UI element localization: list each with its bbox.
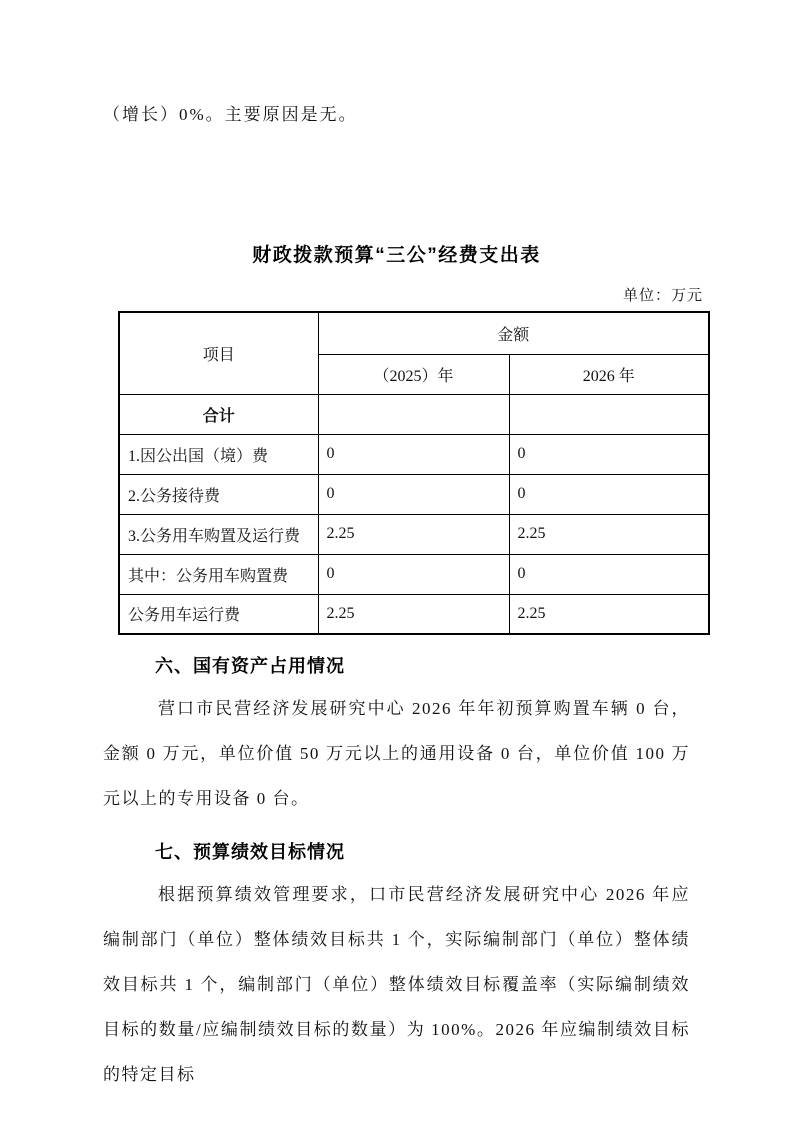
value-2026: 0 — [509, 474, 709, 514]
table-row-total — [119, 394, 709, 434]
row-label: 其中：公务用车购置费 — [119, 554, 318, 594]
value-2026: 2.25 — [509, 594, 709, 634]
three-public-expense-table — [118, 311, 710, 635]
row-label: 1.因公出国（境）费 — [119, 434, 318, 474]
table-title: 财政拨款预算“三公”经费支出表 — [252, 245, 541, 266]
value-2025: 2.25 — [318, 594, 509, 634]
column-header-year-2026: 2026 年 — [509, 354, 709, 394]
table-row-vehicle-total — [119, 514, 709, 554]
value-2025: 2.25 — [318, 514, 509, 554]
value-2025 — [318, 394, 509, 434]
section-paragraph-state-assets: 营口市民营经济发展研究中心 2026 年年初预算购置车辆 0 台，金额 0 万元，单位价值 50 万元以上的通用设备 0 台，单位价值 100 万元以上的专用设备 0 台。 — [103, 699, 690, 808]
section-paragraph-performance-targets: 根据预算绩效管理要求，口市民营经济发展研究中心 2026 年应编制部门（单位）整体绩效目标共 1 个，实际编制部门（单位）整体绩效目标共 1 个，编制部门（单位）整体绩效目标覆盖率（实际编制绩效目标的数量/应编制绩效目标的数量）为 100%。2026 年应编制绩效目标的特定目标 — [103, 885, 690, 1084]
value-2026: 0 — [509, 554, 709, 594]
table-row-vehicle-operation — [119, 594, 709, 634]
column-header-amount: 金额 — [318, 312, 709, 354]
value-2026: 2.25 — [509, 514, 709, 554]
row-label: 公务用车运行费 — [119, 594, 318, 634]
table-row-reception — [119, 474, 709, 514]
section-heading-state-assets: 六、国有资产占用情况 — [155, 656, 345, 676]
value-2026: 0 — [509, 434, 709, 474]
table-row-vehicle-purchase — [119, 554, 709, 594]
row-label: 3.公务用车购置及运行费 — [119, 514, 318, 554]
value-2025: 0 — [318, 474, 509, 514]
section-heading-performance-targets: 七、预算绩效目标情况 — [155, 842, 345, 862]
column-header-item: 项目 — [119, 312, 318, 394]
row-label: 合计 — [119, 394, 318, 434]
value-2026 — [509, 394, 709, 434]
value-2025: 0 — [318, 434, 509, 474]
row-label: 2.公务接待费 — [119, 474, 318, 514]
intro-paragraph: （增长）0%。主要原因是无。 — [103, 105, 358, 124]
unit-label: 单位：万元 — [622, 288, 703, 304]
value-2025: 0 — [318, 554, 509, 594]
table-row-abroad — [119, 434, 709, 474]
column-header-year-2025: （2025）年 — [318, 354, 509, 394]
table-header-row-1 — [119, 312, 709, 354]
